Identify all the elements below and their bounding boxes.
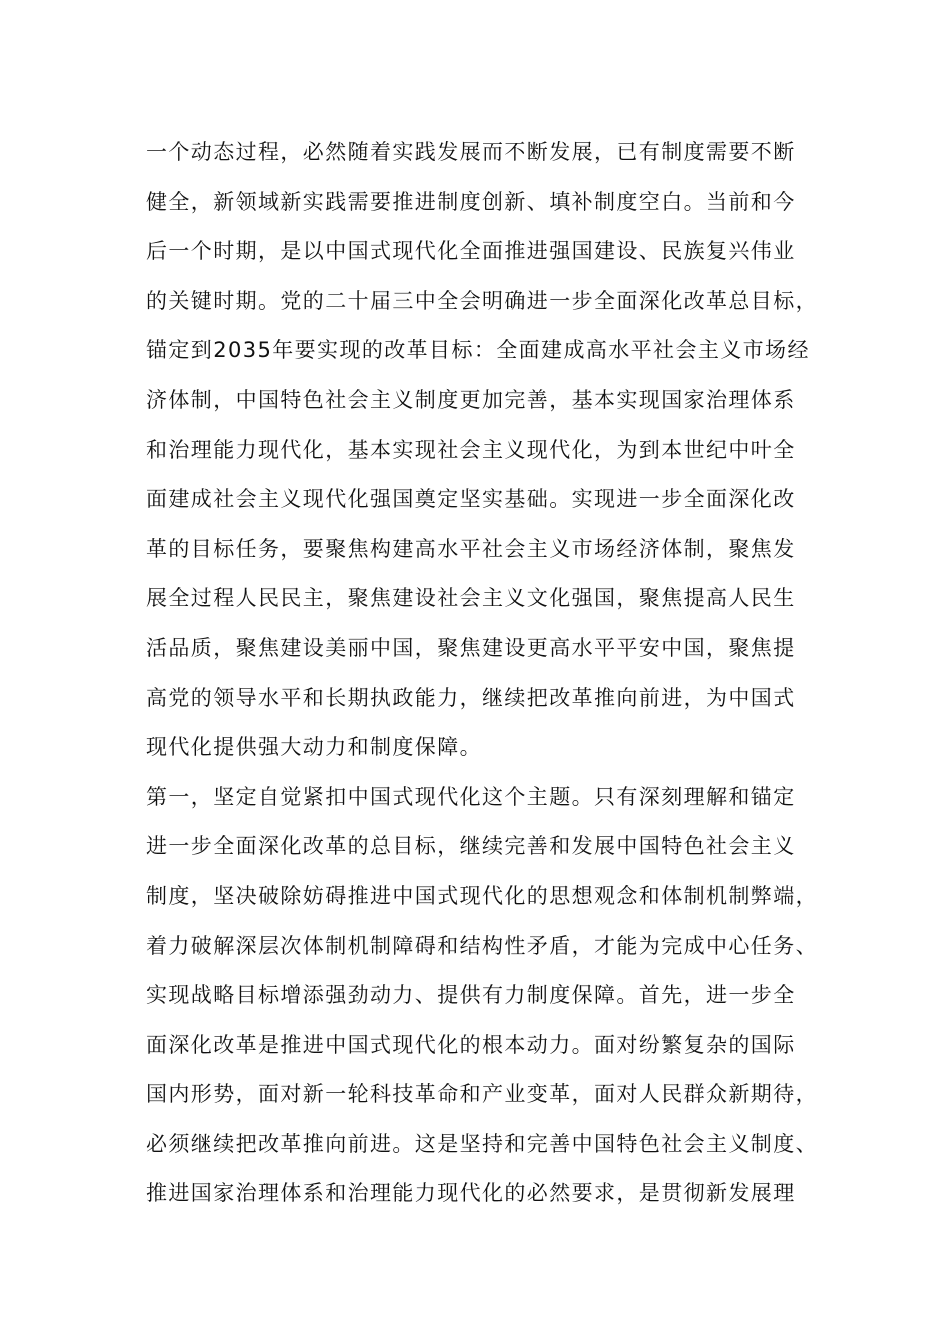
text-line: 展全过程人民民主，聚焦建设社会主义文化强国，聚焦提高人民生: [146, 586, 796, 611]
text-line: 的关键时期。党的二十届三中全会明确进一步全面深化改革总目标，: [146, 288, 818, 313]
text-line: 国内形势，面对新一轮科技革命和产业变革，面对人民群众新期待，: [146, 1082, 818, 1107]
body-text: [146, 128, 826, 1219]
text-line: 制度，坚决破除妨碍推进中国式现代化的思想观念和体制机制弊端，: [146, 883, 818, 908]
text-line: 实现战略目标增添强劲动力、提供有力制度保障。首先，进一步全: [146, 983, 796, 1008]
text-line: 面建成社会主义现代化强国奠定坚实基础。实现进一步全面深化改: [146, 487, 796, 512]
text-line: 健全，新领域新实践需要推进制度创新、填补制度空白。当前和今: [146, 189, 796, 214]
text-line: 和治理能力现代化，基本实现社会主义现代化，为到本世纪中叶全: [146, 437, 796, 462]
text-line: 进一步全面深化改革的总目标，继续完善和发展中国特色社会主义: [146, 834, 796, 859]
text-line: 推进国家治理体系和治理能力现代化的必然要求，是贯彻新发展理: [146, 1181, 796, 1206]
text-line: 第一，坚定自觉紧扣中国式现代化这个主题。只有深刻理解和锚定: [146, 784, 796, 809]
text-line: 面深化改革是推进中国式现代化的根本动力。面对纷繁复杂的国际: [146, 1032, 796, 1057]
text-line: 一个动态过程，必然随着实践发展而不断发展，已有制度需要不断: [146, 140, 796, 164]
text-line: 济体制，中国特色社会主义制度更加完善，基本实现国家治理体系: [146, 387, 796, 412]
text-line: 必须继续把改革推向前进。这是坚持和完善中国特色社会主义制度、: [146, 1131, 818, 1156]
text-line: 高党的领导水平和长期执政能力，继续把改革推向前进，为中国式: [146, 685, 796, 710]
text-line: 现代化提供强大动力和制度保障。: [146, 735, 482, 760]
text-line: 锚定到2035年要实现的改革目标：全面建成高水平社会主义市场经: [146, 338, 810, 363]
text-line: 后一个时期，是以中国式现代化全面推进强国建设、民族复兴伟业: [146, 239, 796, 264]
text-line: 活品质，聚焦建设美丽中国，聚焦建设更高水平平安中国，聚焦提: [146, 635, 796, 660]
text-line: 着力破解深层次体制机制障碍和结构性矛盾，才能为完成中心任务、: [146, 933, 818, 958]
text-line: 革的目标任务，要聚焦构建高水平社会主义市场经济体制，聚焦发: [146, 536, 796, 561]
